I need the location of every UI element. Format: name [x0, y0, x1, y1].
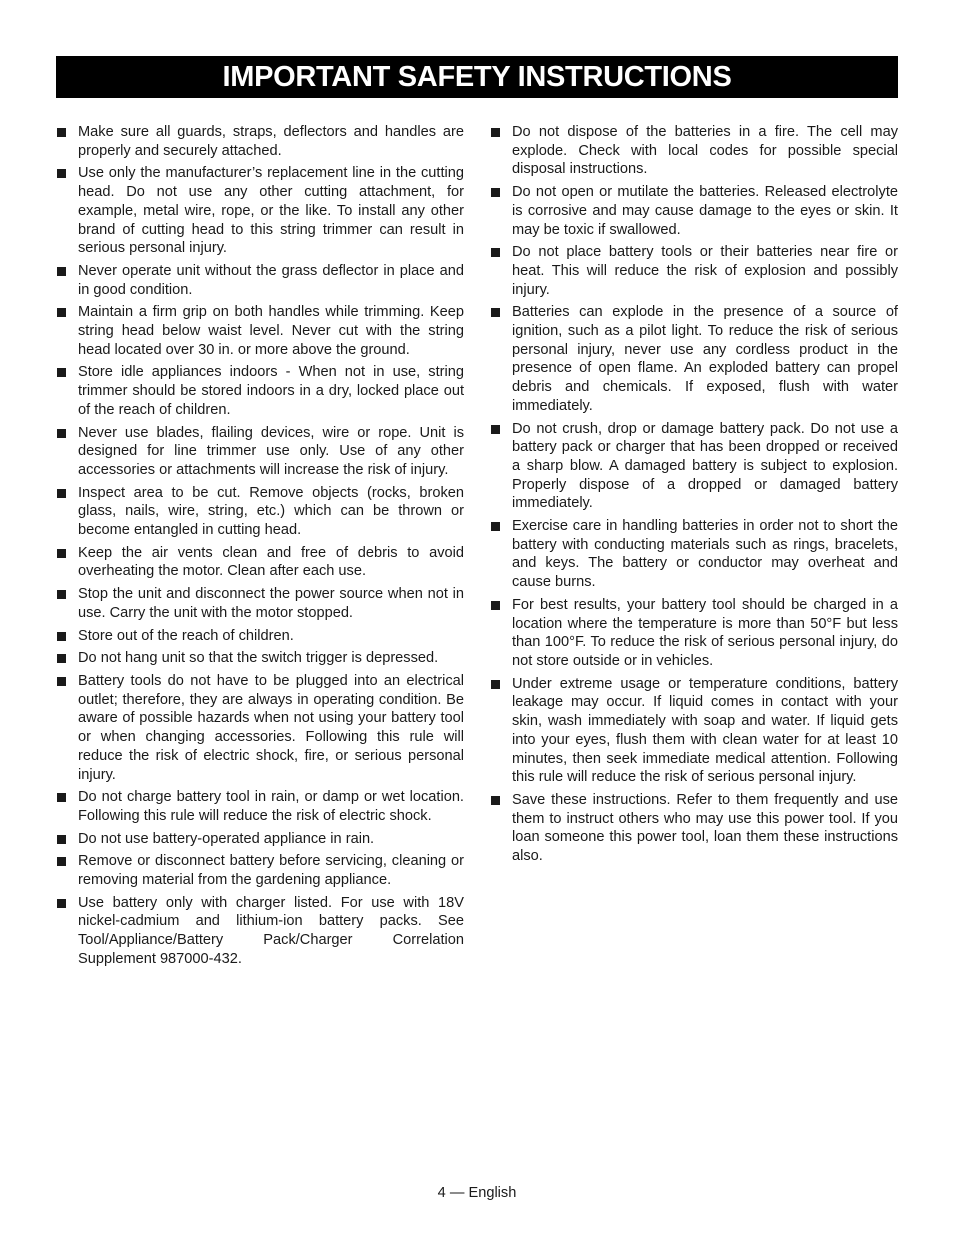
item-text: Do not charge battery tool in rain, or damp or wet location. Following this rule will reduce the risk of electric shock. — [78, 789, 464, 824]
list-item — [56, 672, 464, 784]
square-bullet-icon — [57, 169, 66, 178]
item-text: Save these instructions. Refer to them frequently and use them to instruct others who may use this power tool. If you loan someone this power tool, loan them these instructions also. — [512, 791, 898, 865]
item-text: Inspect area to be cut. Remove objects (rocks, broken glass, nails, wire, string, etc.) which can be thrown or become entangled in cutting head. — [78, 484, 464, 539]
square-bullet-icon — [491, 425, 500, 434]
square-bullet-icon — [57, 429, 66, 438]
list-item — [56, 852, 464, 889]
list-item — [56, 894, 464, 969]
page-footer: 4 — English — [437, 1185, 517, 1201]
item-text: Never use blades, flailing devices, wire or rope. Unit is designed for line trimmer use only. Use of any other accessories or attachments will increase the risk of injury. — [78, 424, 464, 478]
item-text: Do not place battery tools or their batteries near fire or heat. This will reduce the risk of explosion and possibly injury. — [512, 244, 898, 298]
item-text: Make sure all guards, straps, deflectors and handles are properly and securely attached. — [78, 124, 464, 159]
square-bullet-icon — [57, 857, 66, 866]
item-text: Battery tools do not have to be plugged into an electrical outlet; therefore, they are always in operating condition. Be aware of possible hazards when not using your battery tool or when changing accessories. Following this rule will reduce the risk of electric shock, fire, or serious personal injury. — [78, 672, 464, 783]
list-item — [490, 420, 898, 514]
list-item — [56, 585, 464, 622]
list-item — [490, 303, 898, 415]
list-item — [56, 788, 464, 825]
list-item — [490, 183, 898, 239]
item-text: Batteries can explode in the presence of a source of ignition, such as a pilot light. To reduce the risk of serious personal injury, never use any cordless product in the presence of open flame. An exploded battery can propel debris and chemicals. If exposed, flush with water immediately. — [512, 304, 898, 414]
list-item — [56, 544, 464, 581]
item-text: Maintain a firm grip on both handles while trimming. Keep string head below waist level. Never cut with the string head located over 30 in. or more above the ground. — [78, 304, 464, 358]
item-text: Stop the unit and disconnect the power source when not in use. Carry the unit with the motor stopped. — [78, 586, 464, 621]
item-text: Store out of the reach of children. — [78, 627, 294, 644]
square-bullet-icon — [491, 308, 500, 317]
item-text: For best results, your battery tool should be charged in a location where the temperature is more than 50°F but less than 100°F. To reduce the risk of serious personal injury, do not store outside or in vehicles. — [512, 596, 898, 669]
square-bullet-icon — [491, 128, 500, 137]
list-item — [490, 123, 898, 179]
square-bullet-icon — [491, 796, 500, 805]
item-text: Do not use battery-operated appliance in rain. — [78, 830, 375, 847]
list-item — [490, 243, 898, 299]
title-banner — [56, 56, 898, 98]
list-item — [56, 627, 464, 646]
list-item — [56, 303, 464, 359]
square-bullet-icon — [57, 654, 66, 663]
list-item — [490, 596, 898, 671]
item-text: Store idle appliances indoors - When not in use, string trimmer should be stored indoors in a dry, locked place out of the reach of children. — [78, 364, 464, 418]
list-item — [56, 164, 464, 258]
item-text: Use battery only with charger listed. For use with 18V nickel-cadmium and lithium-ion battery packs. See Tool/Appliance/Battery Pack/Charger Correlation Supplement 987000-432. — [78, 894, 464, 967]
list-item — [490, 791, 898, 866]
item-text: Never operate unit without the grass deflector in place and in good condition. — [78, 262, 464, 298]
item-text: Do not hang unit so that the switch trigger is depressed. — [78, 650, 439, 667]
square-bullet-icon — [57, 835, 66, 844]
item-text: Do not crush, drop or damage battery pack. Do not use a battery pack or charger that has been dropped or received a sharp blow. A damaged battery is subject to explosion. Properly dispose of a dropped or damaged battery immediately. — [512, 420, 898, 512]
square-bullet-icon — [57, 899, 66, 908]
list-item — [56, 424, 464, 480]
square-bullet-icon — [57, 489, 66, 498]
square-bullet-icon — [57, 308, 66, 317]
square-bullet-icon — [491, 188, 500, 197]
list-item — [56, 830, 464, 849]
square-bullet-icon — [57, 793, 66, 802]
item-text: Remove or disconnect battery before servicing, cleaning or removing material from the gardening appliance. — [78, 853, 464, 889]
item-text: Keep the air vents clean and free of debris to avoid overheating the motor. Clean after each use. — [78, 544, 464, 580]
square-bullet-icon — [57, 590, 66, 599]
item-text: Exercise care in handling batteries in order not to short the battery with conducting materials such as rings, bracelets, and keys. The battery or conductor may overheat and cause burns. — [512, 518, 898, 591]
left-column-list — [56, 123, 464, 973]
list-item — [56, 649, 464, 668]
square-bullet-icon — [491, 601, 500, 610]
square-bullet-icon — [57, 267, 66, 276]
item-text: Under extreme usage or temperature conditions, battery leakage may occur. If liquid comes in contact with your skin, wash immediately with soap and water. If liquid gets into your eyes, flush them with clean water for at least 10 minutes, then seek immediate medical attention. Following this rule will reduce the risk of serious personal injury. — [512, 675, 898, 786]
item-text: Do not dispose of the batteries in a fire. The cell may explode. Check with local codes for possible special disposal instructions. — [512, 124, 898, 178]
item-text: Use only the manufacturer’s replacement line in the cutting head. Do not use any other cutting attachment, for example, metal wire, rope, or the like. To install any other brand of cutting head to this string trimmer can result in serious personal injury. — [78, 165, 464, 257]
list-item — [56, 484, 464, 540]
square-bullet-icon — [491, 248, 500, 257]
item-text: Do not open or mutilate the batteries. Released electrolyte is corrosive and may cause damage to the eyes or skin. It may be toxic if swallowed. — [512, 184, 898, 238]
right-column-list — [490, 123, 898, 870]
square-bullet-icon — [57, 677, 66, 686]
square-bullet-icon — [57, 128, 66, 137]
list-item — [490, 675, 898, 787]
page-title: IMPORTANT SAFETY INSTRUCTIONS — [222, 60, 732, 93]
list-item — [56, 363, 464, 419]
list-item — [490, 517, 898, 592]
square-bullet-icon — [57, 549, 66, 558]
list-item — [56, 123, 464, 160]
square-bullet-icon — [491, 680, 500, 689]
square-bullet-icon — [57, 632, 66, 641]
square-bullet-icon — [491, 522, 500, 531]
square-bullet-icon — [57, 368, 66, 377]
list-item — [56, 262, 464, 299]
